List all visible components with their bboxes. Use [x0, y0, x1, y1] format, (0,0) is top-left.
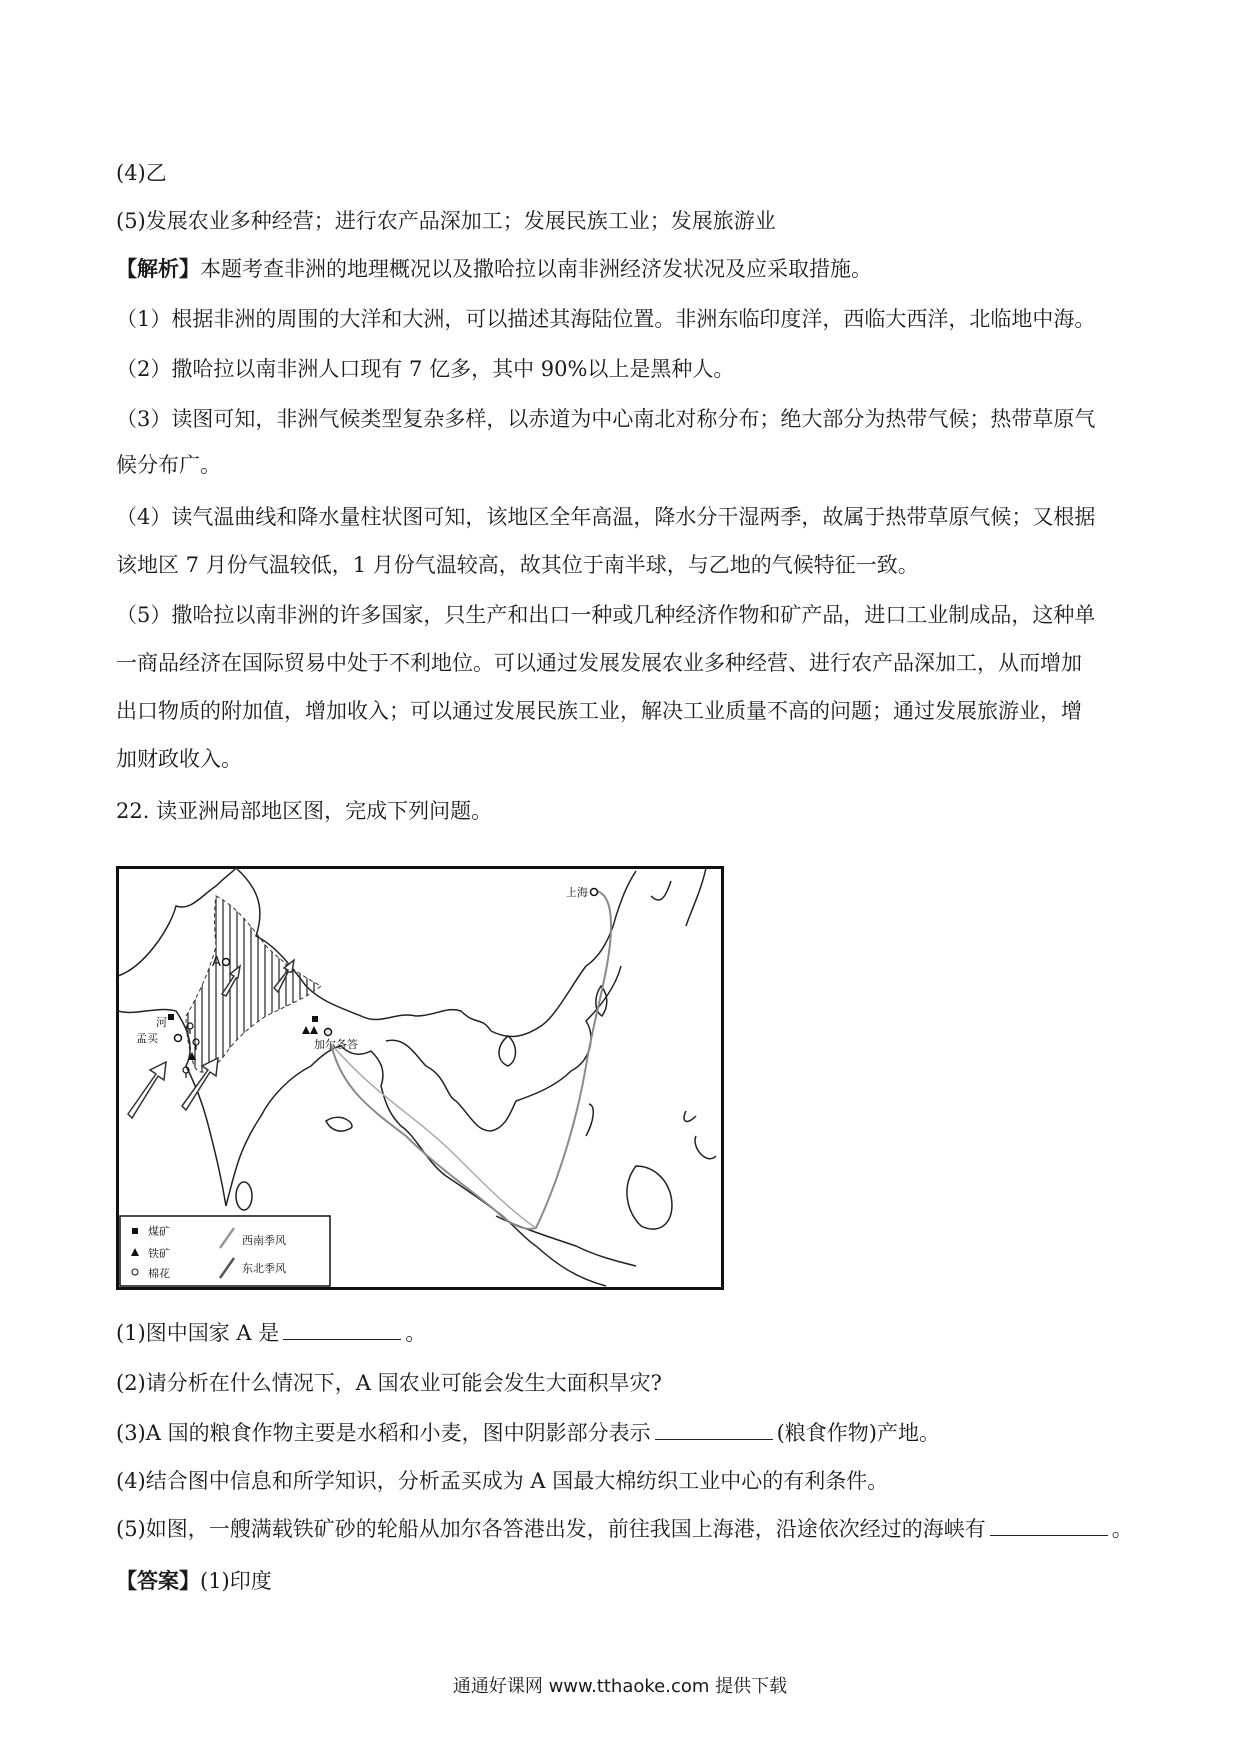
- asia-map: [116, 866, 724, 1290]
- q3-text: (3)A 国的粮食作物主要是水稻和小麦，图中阴影部分表示: [116, 1421, 651, 1445]
- question-4: (4)结合图中信息和所学知识，分析孟买成为 A 国最大棉纺织工业中心的有利条件。: [116, 1469, 889, 1493]
- shanghai-marker: [591, 889, 598, 896]
- text-line-4: （1）根据非洲的周围的大洋和大洲，可以描述其海陆位置。非洲东临印度洋，西临大西洋，北临地中海。: [116, 307, 1096, 331]
- coal-symbol: [312, 1016, 318, 1022]
- label-mumbai: 孟买: [136, 1032, 158, 1045]
- label-other: 河: [156, 1016, 167, 1029]
- text-line-13: 加财政收入。: [116, 747, 242, 771]
- question-5: [116, 1514, 1133, 1544]
- q1-text: (1)图中国家 A 是: [116, 1321, 280, 1345]
- label-shanghai: 上海: [566, 886, 588, 899]
- q5-end: 。: [1111, 1517, 1133, 1541]
- question-22-title: 22. 读亚洲局部地区图，完成下列问题。: [116, 799, 493, 823]
- text-line-1: (4)乙: [116, 161, 167, 185]
- text-line-6: （3）读图可知，非洲气候类型复杂多样，以赤道为中心南北对称分布；绝大部分为热带气候；热带草原气: [116, 407, 1096, 431]
- legend-cotton: 棉花: [148, 1267, 170, 1280]
- answer-text: (1)印度: [200, 1569, 272, 1593]
- question-1: [116, 1318, 426, 1348]
- label-kolkata: 加尔各答: [314, 1038, 358, 1051]
- question-2: (2)请分析在什么情况下，A 国农业可能会发生大面积旱灾?: [116, 1371, 662, 1395]
- answer-tag: 【答案】: [116, 1568, 200, 1593]
- kolkata-marker: [325, 1029, 332, 1036]
- text-line-7: 候分布广。: [116, 453, 221, 477]
- question-3: [116, 1418, 940, 1448]
- legend-ne-monsoon: 东北季风: [242, 1262, 286, 1275]
- text-line-8: （4）读气温曲线和降水量柱状图可知，该地区全年高温，降水分干湿两季，故属于热带草原气候；又根据: [116, 505, 1096, 529]
- mumbai-marker: [175, 1035, 182, 1042]
- text-line-9: 该地区 7 月份气温较低，1 月份气温较高，故其位于南半球，与乙地的气候特征一致。: [116, 553, 919, 577]
- legend-sw-monsoon: 西南季风: [242, 1234, 286, 1247]
- label-A: A: [212, 955, 221, 970]
- text-line-2: (5)发展农业多种经营；进行农产品深加工；发展民族工业；发展旅游业: [116, 209, 776, 233]
- page-footer: 通通好课网 www.tthaoke.com 提供下载: [452, 1676, 788, 1697]
- analysis-tag: 【解析】: [116, 256, 200, 281]
- q1-blank: [283, 1319, 401, 1340]
- legend-coal: 煤矿: [148, 1225, 170, 1238]
- analysis-intro: [116, 254, 872, 284]
- legend-iron: 铁矿: [148, 1247, 170, 1260]
- text-line-10: （5）撒哈拉以南非洲的许多国家，只生产和出口一种或几种经济作物和矿产品，进口工业制成品，这种单: [116, 603, 1096, 627]
- text-line-5: （2）撒哈拉以南非洲人口现有 7 亿多，其中 90%以上是黑种人。: [116, 357, 735, 381]
- q5-text: (5)如图，一艘满载铁矿砂的轮船从加尔各答港出发，前往我国上海港，沿途依次经过的海峡有: [116, 1517, 986, 1541]
- answer-line: [116, 1566, 272, 1596]
- text-line-11: 一商品经济在国际贸易中处于不利地位。可以通过发展发展农业多种经营、进行农产品深加工，从而增加: [116, 651, 1082, 675]
- q1-end: 。: [405, 1321, 427, 1345]
- analysis-text: 本题考查非洲的地理概况以及撒哈拉以南非洲经济发状况及应采取措施。: [200, 257, 872, 281]
- q3-end: (粮食作物)产地。: [776, 1421, 940, 1445]
- q3-blank: [655, 1419, 773, 1440]
- capital-marker: [223, 959, 230, 966]
- asia-map-figure: [116, 866, 724, 1290]
- map-legend: [120, 1216, 330, 1286]
- q5-blank: [990, 1515, 1108, 1536]
- text-line-12: 出口物质的附加值，增加收入；可以通过发展民族工业，解决工业质量不高的问题；通过发展旅游业，增: [116, 699, 1082, 723]
